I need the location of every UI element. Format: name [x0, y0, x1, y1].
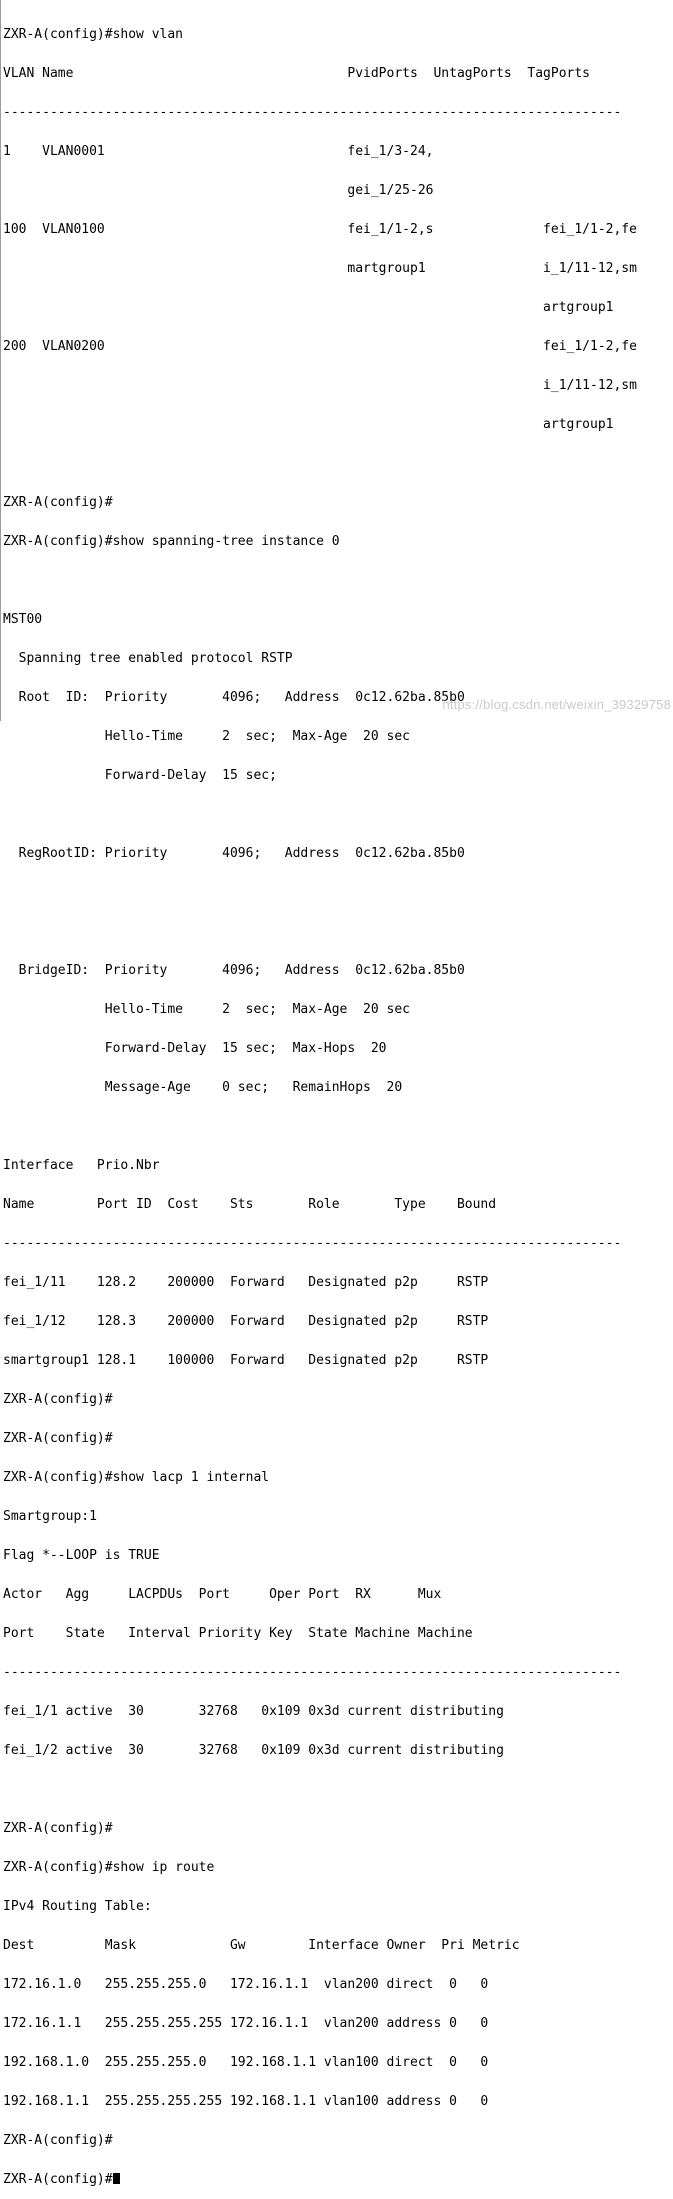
terminal-line: Forward-Delay 15 sec;: [3, 768, 277, 783]
terminal-line: [3, 925, 673, 938]
terminal-line: Root ID: Priority 4096; Address 0c12.62ba.85b0: [3, 690, 465, 705]
terminal-line: gei_1/25-26: [3, 183, 434, 198]
terminal-line: ZXR-A(config)#: [3, 495, 113, 510]
terminal-line: MST00: [3, 612, 43, 627]
watermark: https://blog.csdn.net/weixin_39329758: [442, 697, 671, 712]
terminal-line: artgroup1: [3, 417, 614, 432]
prompt: ZXR-A(config)#: [3, 2172, 113, 2187]
terminal-line: ZXR-A(config)#show vlan: [3, 27, 184, 42]
terminal-line: artgroup1: [3, 300, 614, 315]
terminal-line: Hello-Time 2 sec; Max-Age 20 sec: [3, 729, 410, 744]
terminal-line: 100 VLAN0100 fei_1/1-2,s fei_1/1-2,fe: [3, 222, 637, 237]
terminal-line: ZXR-A(config)#: [3, 1392, 113, 1407]
terminal-line: 192.168.1.0 255.255.255.0 192.168.1.1 vlan100 direct 0 0: [3, 2055, 489, 2070]
terminal-line: Message-Age 0 sec; RemainHops 20: [3, 1080, 403, 1095]
terminal-line: [3, 457, 673, 470]
terminal-line: RegRootID: Priority 4096; Address 0c12.62ba.85b0: [3, 846, 465, 861]
terminal-line: -------------------------------------------------------------------------------: [3, 1236, 622, 1251]
text-cursor: [113, 2173, 120, 2184]
terminal-line: Dest Mask Gw Interface Owner Pri Metric: [3, 1938, 520, 1953]
terminal-line: [3, 886, 673, 899]
terminal-line: 172.16.1.0 255.255.255.0 172.16.1.1 vlan200 direct 0 0: [3, 1977, 489, 1992]
terminal-line: 192.168.1.1 255.255.255.255 192.168.1.1 vlan100 address 0 0: [3, 2094, 489, 2109]
terminal-line: -------------------------------------------------------------------------------: [3, 105, 622, 120]
terminal-line: fei_1/2 active 30 32768 0x109 0x3d current distributing: [3, 1743, 504, 1758]
terminal-line: fei_1/11 128.2 200000 Forward Designated p2p RSTP: [3, 1275, 489, 1290]
terminal-line: VLAN Name PvidPorts UntagPorts TagPorts: [3, 66, 590, 81]
terminal-line: i_1/11-12,sm: [3, 378, 637, 393]
terminal-line: Spanning tree enabled protocol RSTP: [3, 651, 293, 666]
terminal-line: ZXR-A(config)#: [3, 2133, 113, 2148]
terminal-line: [3, 1783, 673, 1796]
terminal-line: Interface Prio.Nbr: [3, 1158, 160, 1173]
terminal-line: IPv4 Routing Table:: [3, 1899, 152, 1914]
terminal-line: Forward-Delay 15 sec; Max-Hops 20: [3, 1041, 387, 1056]
terminal-line: 172.16.1.1 255.255.255.255 172.16.1.1 vlan200 address 0 0: [3, 2016, 489, 2031]
terminal-line: [3, 574, 673, 587]
terminal-line: Smartgroup:1: [3, 1509, 97, 1524]
terminal-line: Name Port ID Cost Sts Role Type Bound: [3, 1197, 497, 1212]
terminal-line: [3, 808, 673, 821]
terminal-line: fei_1/1 active 30 32768 0x109 0x3d current distributing: [3, 1704, 504, 1719]
terminal-line: Actor Agg LACPDUs Port Oper Port RX Mux: [3, 1587, 442, 1602]
terminal-line: ZXR-A(config)#show lacp 1 internal: [3, 1470, 270, 1485]
terminal-line: martgroup1 i_1/11-12,sm: [3, 261, 637, 276]
terminal-line: BridgeID: Priority 4096; Address 0c12.62ba.85b0: [3, 963, 465, 978]
terminal-line: smartgroup1 128.1 100000 Forward Designated p2p RSTP: [3, 1353, 489, 1368]
terminal-line: [3, 1120, 673, 1133]
terminal-line: Port State Interval Priority Key State Machine Machine: [3, 1626, 473, 1641]
terminal-line: 1 VLAN0001 fei_1/3-24,: [3, 144, 434, 159]
terminal-line: 200 VLAN0200 fei_1/1-2,fe: [3, 339, 637, 354]
terminal-line: fei_1/12 128.3 200000 Forward Designated p2p RSTP: [3, 1314, 489, 1329]
terminal-line: ZXR-A(config)#: [3, 1431, 113, 1446]
terminal-line: Flag *--LOOP is TRUE: [3, 1548, 160, 1563]
terminal-line: -------------------------------------------------------------------------------: [3, 1665, 622, 1680]
terminal-line: ZXR-A(config)#show spanning-tree instance 0: [3, 534, 340, 549]
terminal-line-current: [3, 2173, 673, 2186]
terminal-line: Hello-Time 2 sec; Max-Age 20 sec: [3, 1002, 410, 1017]
terminal-line: ZXR-A(config)#show ip route: [3, 1860, 215, 1875]
terminal-line: ZXR-A(config)#: [3, 1821, 113, 1836]
